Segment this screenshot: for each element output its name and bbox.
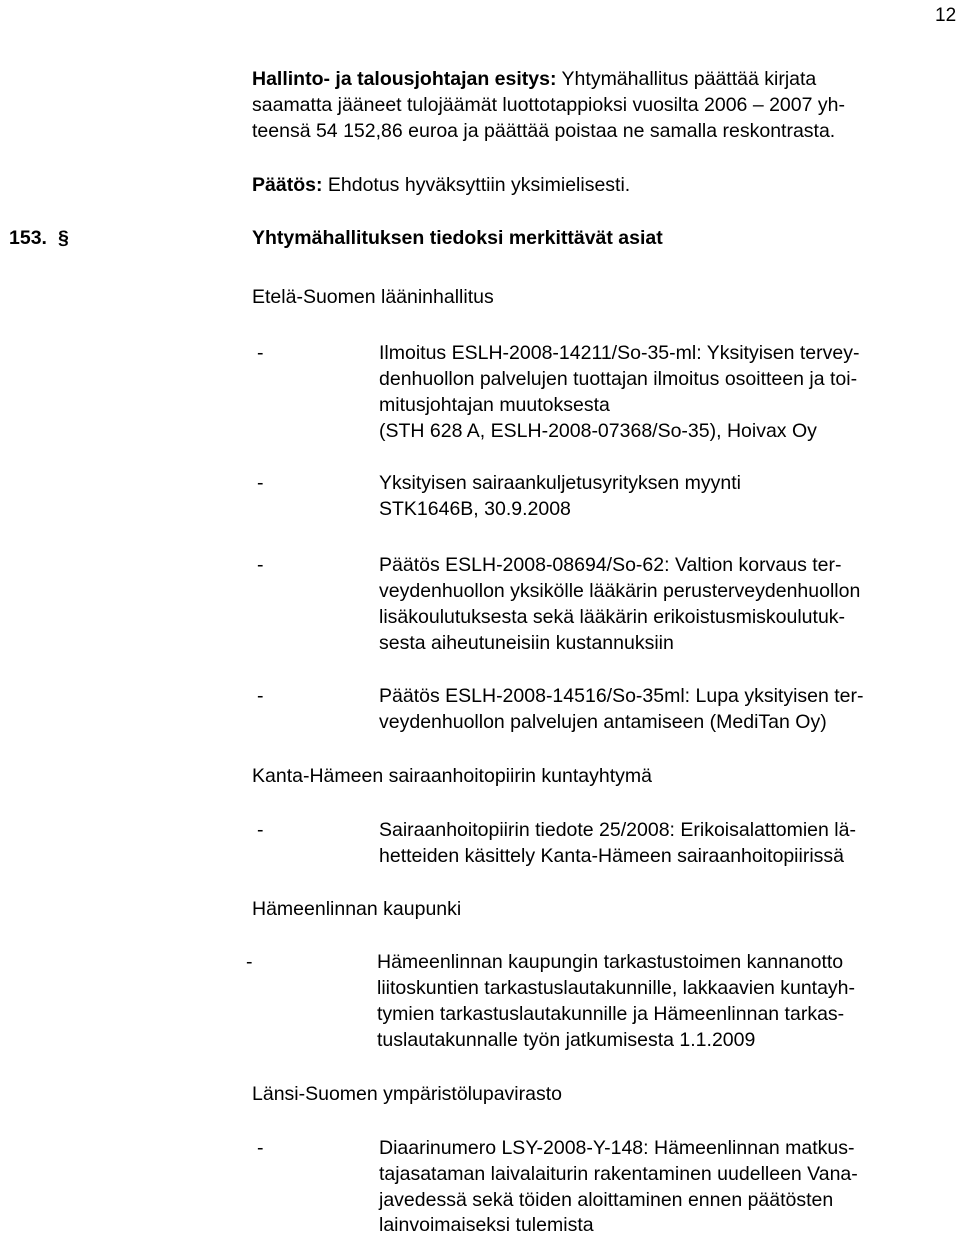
- list-item-line: veydenhuollon yksikölle lääkärin perusterveydenhuollon: [379, 580, 861, 602]
- list-item-line: lainvoimaiseksi tulemista: [379, 1214, 594, 1236]
- group-heading-lansi-suomen-ymparistolupavirasto: Länsi-Suomen ympäristölupavirasto: [252, 1083, 562, 1105]
- section-title: Yhtymähallituksen tiedoksi merkittävät asiat: [252, 227, 663, 249]
- list-item-line: STK1646B, 30.9.2008: [379, 498, 571, 520]
- list-item-line: tajasataman laivalaiturin rakentaminen uudelleen Vana-: [379, 1163, 858, 1185]
- section-number: 153.: [9, 227, 47, 249]
- list-item-line: Päätös ESLH-2008-14516/So-35ml: Lupa yksityisen ter-: [379, 685, 864, 707]
- list-item-line: hetteiden käsittely Kanta-Hämeen sairaanhoitopiirissä: [379, 845, 845, 867]
- list-item-line: javedessä sekä töiden aloittaminen ennen päätösten: [379, 1189, 834, 1211]
- proposal-line-2: saamatta jääneet tulojäämät luottotappioksi vuosilta 2006 – 2007 yh-: [252, 94, 845, 116]
- group-heading-etela-suomen-laaninhallitus: Etelä-Suomen lääninhallitus: [252, 286, 494, 308]
- decision-label: Päätös:: [252, 174, 323, 196]
- list-item-line: sesta aiheutuneisiin kustannuksiin: [379, 632, 674, 654]
- decision-text: Ehdotus hyväksyttiin yksimielisesti.: [327, 174, 631, 196]
- list-dash: -: [257, 1137, 264, 1159]
- list-item-line: tuslautakunnalle työn jatkumisesta 1.1.2009: [377, 1029, 756, 1051]
- list-item-line: mitusjohtajan muutoksesta: [379, 394, 610, 416]
- list-item-line: Diaarinumero LSY-2008-Y-148: Hämeenlinnan matkus-: [379, 1137, 855, 1159]
- list-item-line: veydenhuollon palvelujen antamiseen (MediTan Oy): [379, 711, 827, 733]
- decision-line: [252, 172, 630, 198]
- list-item-line: liitoskuntien tarkastuslautakunnille, lakkaavien kuntayh-: [377, 977, 856, 999]
- proposal-text: Yhtymähallitus päättää kirjata: [561, 68, 817, 90]
- list-item-line: Ilmoitus ESLH-2008-14211/So-35-ml: Yksityisen tervey-: [379, 342, 860, 364]
- list-dash: -: [257, 554, 264, 576]
- proposal-line-3: teensä 54 152,86 euroa ja päättää poistaa ne samalla reskontrasta.: [252, 120, 836, 142]
- list-item-line: tymien tarkastuslautakunnille ja Hämeenlinnan tarkas-: [377, 1003, 845, 1025]
- group-heading-hameenlinnan-kaupunki: Hämeenlinnan kaupunki: [252, 898, 462, 920]
- list-dash: -: [257, 472, 264, 494]
- proposal-label: Hallinto- ja talousjohtajan esitys:: [252, 68, 557, 90]
- page-number: 12: [935, 5, 957, 26]
- list-item-line: Sairaanhoitopiirin tiedote 25/2008: Erikoisalattomien lä-: [379, 819, 856, 841]
- list-item-line: (STH 628 A, ESLH-2008-07368/So-35), Hoivax Oy: [379, 420, 817, 442]
- list-dash: -: [257, 685, 264, 707]
- list-dash: -: [257, 342, 264, 364]
- list-item-line: lisäkoulutuksesta sekä lääkärin erikoistusmiskoulutuk-: [379, 606, 846, 628]
- group-heading-kanta-hameen-sairaanhoitopiiri: Kanta-Hämeen sairaanhoitopiirin kuntayhtymä: [252, 765, 652, 787]
- list-item-line: Hämeenlinnan kaupungin tarkastustoimen kannanotto: [377, 951, 844, 973]
- list-item-line: Päätös ESLH-2008-08694/So-62: Valtion korvaus ter-: [379, 554, 842, 576]
- list-dash: -: [246, 951, 253, 973]
- list-item-line: Yksityisen sairaankuljetusyrityksen myynti: [379, 472, 741, 494]
- section-symbol: §: [58, 227, 69, 249]
- list-dash: -: [257, 819, 264, 841]
- proposal-line-1: [252, 66, 816, 92]
- list-item-line: denhuollon palvelujen tuottajan ilmoitus osoitteen ja toi-: [379, 368, 858, 390]
